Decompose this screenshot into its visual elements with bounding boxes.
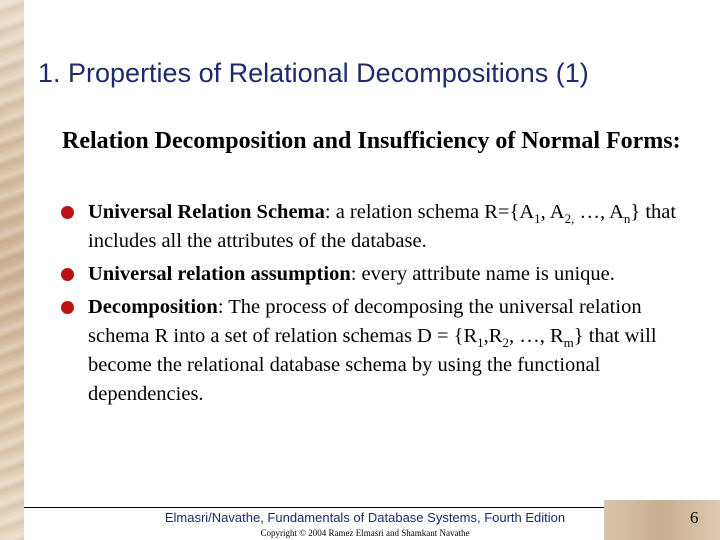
bullet-decomposition xyxy=(58,293,708,409)
bullet-term: Universal relation assumption xyxy=(88,263,351,285)
subscript: 2 xyxy=(502,335,509,351)
bullet-list xyxy=(58,198,708,413)
slide-heading: Relation Decomposition and Insufficiency of Normal Forms: xyxy=(62,128,681,154)
bullet-dot-icon xyxy=(61,206,74,219)
bullet-dot-icon xyxy=(61,301,74,314)
decorative-sand-corner xyxy=(604,500,720,540)
subscript: 1 xyxy=(534,211,541,227)
bullet-text: : The process of decomposing the universal relation schema R into a set of relation schemas D = {R xyxy=(88,296,642,347)
subscript: n xyxy=(623,211,631,227)
subscript: m xyxy=(563,335,574,351)
bullet-universal-relation-assumption xyxy=(58,260,708,289)
bullet-text: } that will become the relational database schema by using the functional dependencies. xyxy=(88,325,657,405)
footer-divider xyxy=(24,507,604,508)
bullet-text: } that includes all the attributes of the database. xyxy=(88,201,677,252)
bullet-text: : a relation schema R={A xyxy=(324,201,535,223)
bullet-text: , …, R xyxy=(508,325,564,347)
bullet-term: Universal Relation Schema xyxy=(88,201,325,223)
subscript: 1 xyxy=(477,335,484,351)
decorative-sand-strip xyxy=(0,0,24,540)
bullet-text: …, A xyxy=(574,201,624,223)
bullet-text: , A xyxy=(540,201,565,223)
bullet-term: Decomposition xyxy=(88,296,218,318)
bullet-universal-relation-schema xyxy=(58,198,708,256)
page-number: 6 xyxy=(690,508,699,527)
bullet-dot-icon xyxy=(61,268,74,281)
footer-citation: Elmasri/Navathe, Fundamentals of Database Systems, Fourth Edition xyxy=(164,510,566,525)
bullet-text: : every attribute name is unique. xyxy=(350,263,615,285)
footer-copyright: Copyright © 2004 Ramez Elmasri and Shamkant Navathe xyxy=(260,528,470,538)
slide-title: 1. Properties of Relational Decompositions (1) xyxy=(38,58,589,88)
subscript: 2, xyxy=(564,211,575,227)
bullet-text: ,R xyxy=(483,325,503,347)
